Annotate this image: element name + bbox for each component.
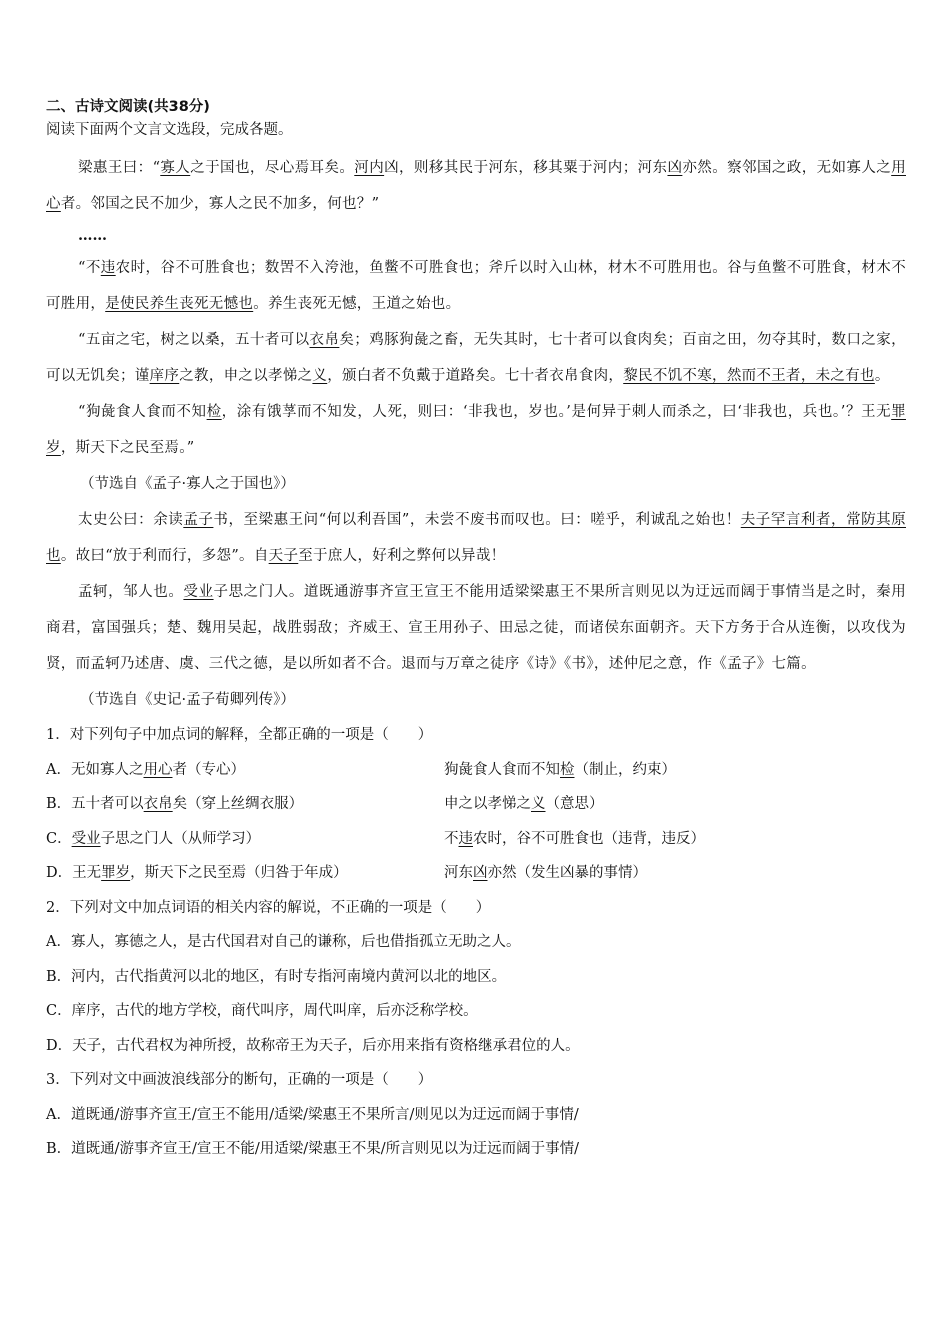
option-c-right: 不违农时，谷不可胜食也（违背，违反） xyxy=(444,830,705,847)
dotted-word: 天子 xyxy=(268,548,299,564)
question-1-row-d xyxy=(46,856,906,891)
passage1-ellipsis: …… xyxy=(78,227,107,244)
dotted-word: 违 xyxy=(100,260,116,276)
dotted-word: 衣帛 xyxy=(309,332,340,348)
dotted-word: 河内 xyxy=(354,160,385,176)
underlined-sentence: 是使民养生丧死无憾也 xyxy=(105,296,254,312)
dotted-word: 用心 xyxy=(46,160,906,212)
underlined-sentence: 黎民不饥不寒，然而不王者，未之有也 xyxy=(623,368,875,384)
option-d-left: D．王无罪岁，斯天下之民至焉（归咎于年成） xyxy=(46,865,348,881)
dotted-word: 庠序 xyxy=(149,368,180,384)
dotted-word: 凶 xyxy=(667,160,683,176)
dotted-word: 孟子 xyxy=(183,512,214,528)
question-1-stem: 1．对下列句子中加点词的解释，全都正确的一项是（ ） xyxy=(46,727,433,743)
question-2-option-b: B．河内，古代指黄河以北的地区，有时专指河南境内黄河以北的地区。 xyxy=(46,968,507,985)
passage1-source: （节选自《孟子·寡人之于国也》） xyxy=(80,476,295,492)
passage1-paragraph-1: 梁惠王曰：“寡人之于国也，尽心焉耳矣。河内凶，则移其民于河东，移其粟于河内；河东凶亦然。察邻国之政，无如寡人之用心者。邻国之民不加少，寡人之民不加多，何也？” xyxy=(46,160,906,212)
passage1-paragraph-4: “狗彘食人食而不知检，涂有饿莩而不知发，人死，则曰：‘非我也，岁也。’是何异于刺人而杀之，曰‘非我也，兵也。’？王无罪岁，斯天下之民至焉。” xyxy=(46,404,906,456)
dotted-word: 检 xyxy=(206,404,222,420)
passage1-paragraph-2: “不违农时，谷不可胜食也；数罟不入洿池，鱼鳖不可胜食也；斧斤以时入山林，材木不可胜用也。谷与鱼鳖不可胜食，材木不可胜用，是使民养生丧死无憾也。养生丧死无憾，王道之始也。 xyxy=(46,260,906,312)
passage2-paragraph-2: 孟轲，邹人也。受业子思之门人。道既通游事齐宣王宣王不能用适梁梁惠王不果所言则见以为迂远而阔于事情当是之时，秦用商君，富国强兵；楚、魏用吴起，战胜弱敌；齐威王、宣王用孙子、田忌之徒，而诸侯东面朝齐。天下方务于合从连衡，以攻伐为贤，而孟轲乃述唐、虞、三代之德，是以所如者不合。退而与万章之徒序《诗》《书》，述仲尼之意，作《孟子》七篇。 xyxy=(46,584,906,672)
question-3-option-a: A．道既通/游事齐宣王/宣王不能用/适梁/梁惠王不果所言/则见以为迂远而阔于事情/ xyxy=(46,1106,579,1123)
question-1-row-c xyxy=(46,822,906,857)
passage1-paragraph-3: “五亩之宅，树之以桑，五十者可以衣帛矣；鸡豚狗彘之畜，无失其时，七十者可以食肉矣；百亩之田，勿夺其时，数口之家，可以无饥矣；谨庠序之教，申之以孝悌之义，颁白者不负戴于道路矣。七十者衣帛食肉，黎民不饥不寒，然而不王者，未之有也。 xyxy=(46,332,906,384)
dotted-word: 罪岁 xyxy=(46,404,906,456)
question-3-stem: 3．下列对文中画波浪线部分的断句，正确的一项是（ ） xyxy=(46,1072,433,1088)
option-b-left: B．五十者可以衣帛矣（穿上丝绸衣服） xyxy=(46,796,304,812)
option-a-left: A．无如寡人之用心者（专心） xyxy=(46,761,245,778)
section-heading: 二、古诗文阅读(共38分) xyxy=(46,99,210,115)
dotted-word: 受业 xyxy=(183,584,214,600)
question-2-option-d: D．天子，古代君权为神所授，故称帝王为天子，后亦用来指有资格继承君位的人。 xyxy=(46,1037,580,1054)
option-a-right: 狗彘食人食而不知检（制止，约束） xyxy=(444,761,676,778)
section-instruction: 阅读下面两个文言文选段，完成各题。 xyxy=(46,122,293,138)
question-1-row-b xyxy=(46,787,906,822)
passage2-source: （节选自《史记·孟子荀卿列传》） xyxy=(80,692,295,708)
dotted-word: 义 xyxy=(312,368,328,384)
underlined-sentence: 夫子罕言利者，常防其原也 xyxy=(46,512,906,564)
option-b-right: 申之以孝悌之义（意思） xyxy=(444,796,604,812)
passage2-paragraph-1: 太史公曰：余读孟子书，至梁惠王问“何以利吾国”，未尝不废书而叹也。曰：嗟乎，利诚乱之始也！夫子罕言利者，常防其原也。故曰“放于利而行，多怨”。自天子至于庶人，好利之弊何以异哉！ xyxy=(46,512,906,564)
question-1-row-a xyxy=(46,753,906,788)
option-c-left: C．受业子思之门人（从师学习） xyxy=(46,830,261,847)
exam-page xyxy=(46,96,906,1167)
question-2-option-c: C．庠序，古代的地方学校，商代叫序，周代叫庠，后亦泛称学校。 xyxy=(46,1003,478,1019)
dotted-word: 寡人 xyxy=(160,160,191,176)
question-3-option-b: B．道既通/游事齐宣王/宣王不能/用适梁/梁惠王不果/所言则见以为迂远而阔于事情/ xyxy=(46,1141,579,1157)
question-2-option-a: A．寡人，寡德之人，是古代国君对自己的谦称，后也借指孤立无助之人。 xyxy=(46,934,521,950)
question-2-stem: 2．下列对文中加点词语的相关内容的解说，不正确的一项是（ ） xyxy=(46,899,491,916)
option-d-right: 河东凶亦然（发生凶暴的事情） xyxy=(444,865,647,881)
